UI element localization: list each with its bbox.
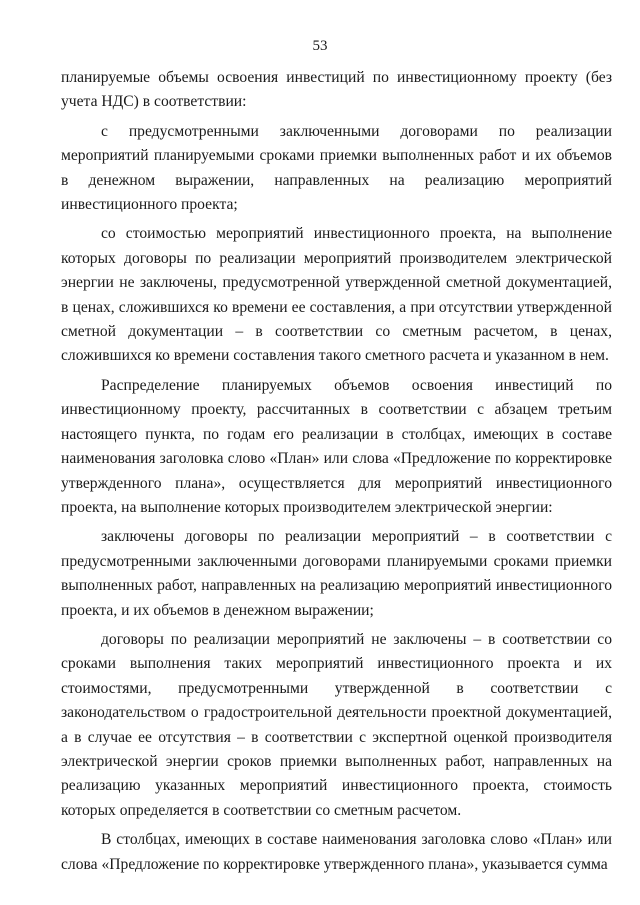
document-body — [61, 66, 612, 877]
paragraph-5: заключены договоры по реализации мероприятий – в соответствии с предусмотренными заключенными договорами планируемыми сроками приемки выполненных работ, направленных на реализацию мероприятий инвестиционного проекта, и их объемов в денежном выражении; — [61, 528, 612, 619]
paragraph-6: договоры по реализации мероприятий не заключены – в соответствии со сроками выполнения таких мероприятий инвестиционного проекта и их стоимостями, предусмотренными утвержденной в соответствии с законодательством о градостроительной деятельности проектной документацией, а в случае ее отсутствия – в соответствии с экспертной оценкой производителя электрической энергии сроков приемки выполненных работ, направленных на реализацию указанных мероприятий инвестиционного проекта, стоимость которых определяется в соответствии со сметным расчетом. — [61, 630, 612, 819]
paragraph-1: планируемые объемы освоения инвестиций по инвестиционному проекту (без учета НДС) в соответствии: — [61, 69, 612, 111]
paragraph-4: Распределение планируемых объемов освоения инвестиций по инвестиционному проекту, рассчитанных в соответствии с абзацем третьим настоящего пункта, по годам его реализации в столбцах, имеющих в составе наименования заголовка слово «План» или слова «Предложение по корректировке утвержденного плана», осуществляется для мероприятий инвестиционного проекта, на выполнение которых производителем электрической энергии: — [61, 376, 612, 516]
paragraph-2: с предусмотренными заключенными договорами по реализации мероприятий планируемыми сроками приемки выполненных работ и их объемов в денежном выражении, направленных на реализацию мероприятий инвестиционного проекта; — [61, 122, 612, 214]
paragraph-3: со стоимостью мероприятий инвестиционного проекта, на выполнение которых договоры по реализации мероприятий производителем электрической энергии не заключены, предусмотренной утвержденной сметной документацией, в ценах, сложившихся ко времени ее составления, а при отсутствии утвержденной сметной документации – в соответствии со сметным расчетом, в ценах, сложившихся ко времени составления такого сметного расчета и указанном в нем. — [61, 225, 612, 365]
paragraph-7: В столбцах, имеющих в составе наименования заголовка слово «План» или слова «Предложение по корректировке утвержденного плана», указывается сумма — [61, 831, 612, 873]
page-number: 53 — [312, 38, 328, 54]
